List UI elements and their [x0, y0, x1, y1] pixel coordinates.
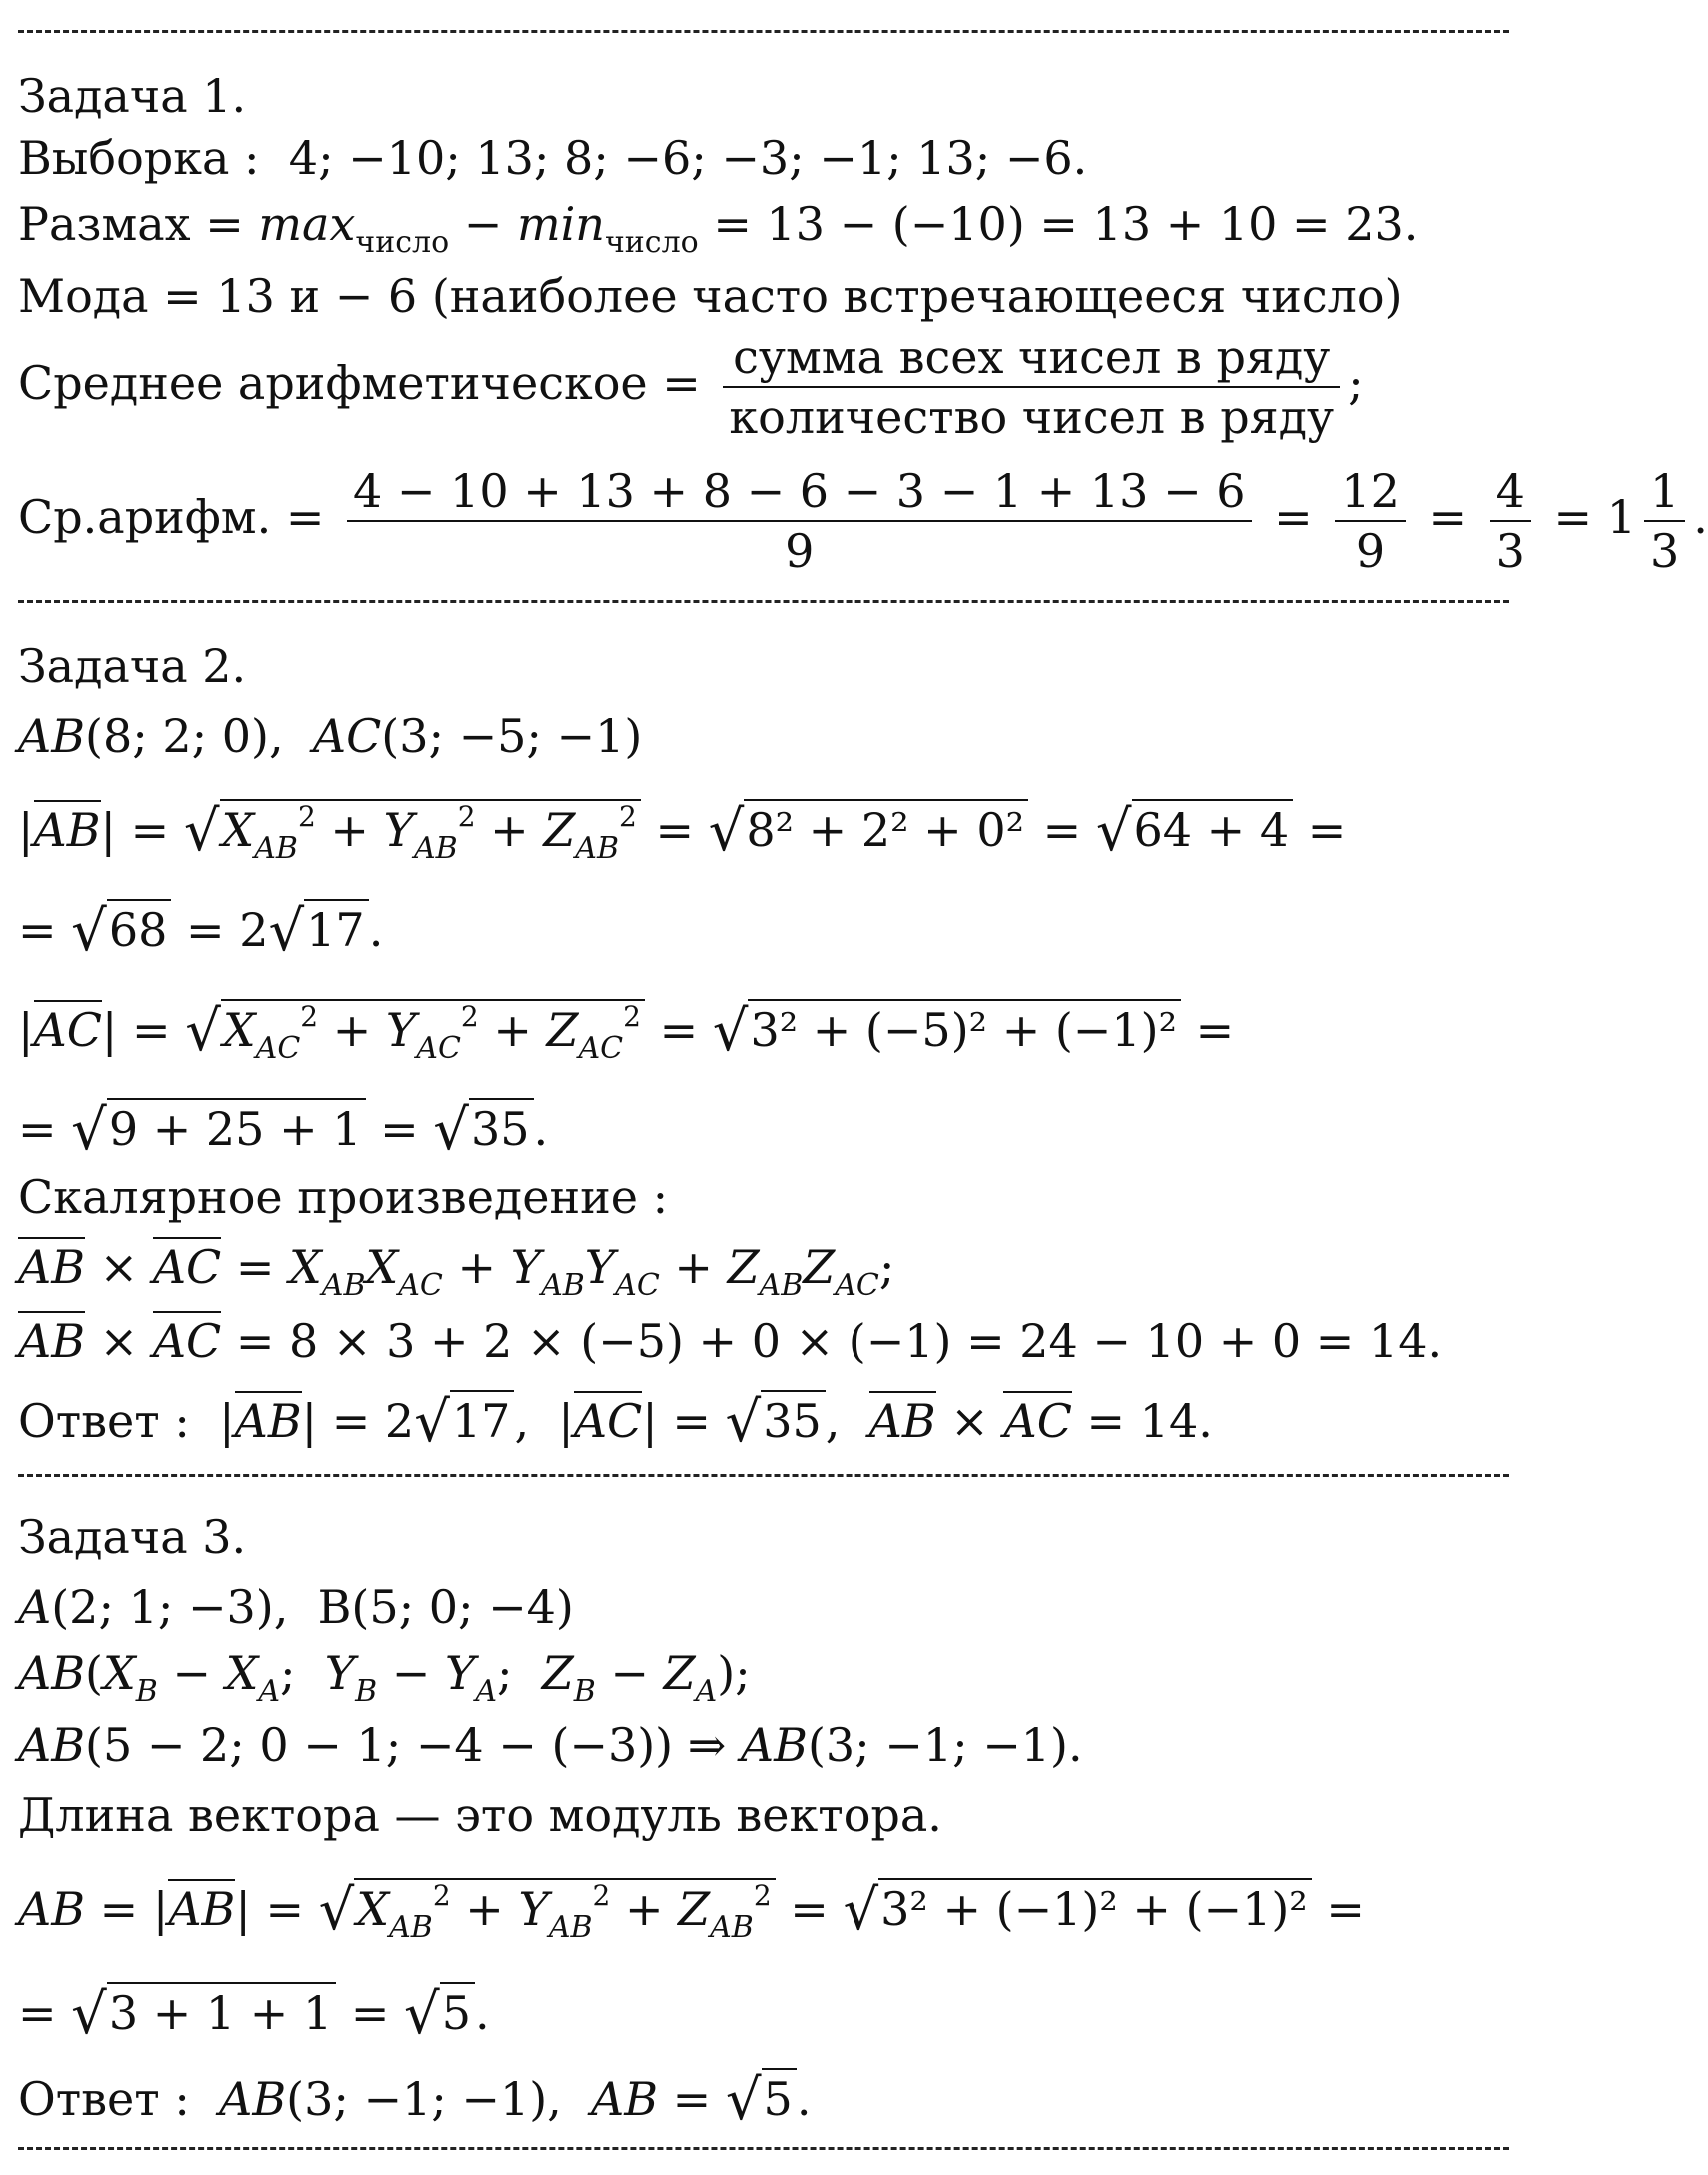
mean-calc-fraction: $\frac{4 - 10 + 13 + 8 - 6 - 3 - 1 + 13 - 6}{9}$ [347, 462, 1252, 580]
task3-length-result: = √3 + 1 + 1 = √5. [18, 1982, 490, 2047]
task2-title: Задача 2. [18, 639, 247, 693]
separator-top [18, 30, 1509, 33]
mean-fraction: $\frac{\text{сумма всех чисел в ряду}}{\text{количество чисел в ряду}}$ [723, 328, 1340, 446]
task2-ab-result: = √68 = 2√17. [18, 899, 384, 964]
task2-ab-length: $|AB| = √X_{AB}^2 + Y_{AB}^2 + Z_{AB}^2 = √8^2 + 2^2 + 0^2 = √64 + 4$ = [18, 799, 1347, 866]
task1-mean-calc: Ср.арифм. = $\frac{4 - 10 + 13 + 8 - 6 - 3 - 1 + 13 - 6}{9}$ = $\frac{12}{9}$ = $\frac{4}{3}$ = 1 $\frac{1}{3}$ . [18, 464, 1708, 578]
task1-mode: Мода = 13 и − 6 (наиболее часто встречающееся число) [18, 269, 1403, 323]
task3-length-text: Длина вектора — это модуль вектора. [18, 1788, 942, 1842]
task2-scalar-calc: AB × AC = 8 × 3 + 2 × (−5) + 0 × (−1) = 24 − 10 + 0 = 14. [18, 1313, 1442, 1369]
task1-range: Размах = $\max_{число} - \min_{число} = 13 - (-10) = 13 + 10 = 23$. [18, 197, 1419, 260]
task2-answer: Ответ : |AB| = 2√17, |AC| = √35, AB × AC = 14. [18, 1390, 1213, 1455]
task2-ac-result: = √9 + 25 + 1 = √35. [18, 1098, 549, 1163]
task1-title: Задача 1. [18, 69, 247, 123]
task3-ab-calc: AB(5 − 2; 0 − 1; −4 − (−3)) ⇒ AB(3; −1; −1). [18, 1718, 1083, 1772]
task1-mean-formula: Среднее арифметическое = $\frac{\text{сумма всех чисел в ряду}}{\text{количество чисел в ряду}}$ ; [18, 330, 1364, 444]
task1-sample: Выборка : 4; −10; 13; 8; −6; −3; −1; 13; −6. [18, 131, 1088, 185]
task3-title: Задача 3. [18, 1510, 247, 1564]
task3-points: A(2; 1; −3), B(5; 0; −4) [18, 1580, 574, 1634]
task2-scalar-label: Скалярное произведение : [18, 1170, 669, 1224]
task2-vectors: AB(8; 2; 0), AC(3; −5; −1) [18, 709, 643, 763]
separator-1 [18, 600, 1509, 603]
separator-2 [18, 1474, 1509, 1477]
separator-bottom [18, 2147, 1509, 2150]
task2-scalar-formula: AB × AC = $X_{AB}X_{AC} + Y_{AB}Y_{AC} + Z_{AB}Z_{AC}$; [18, 1239, 894, 1302]
task3-ab-formula: $AB(X_B - X_A$; $Y_B - Y_A$; $Z_B - Z_A$); [18, 1646, 751, 1709]
task3-length-calc: AB = $|AB| = √X_{AB}^2 + Y_{AB}^2 + Z_{AB}^2 = √3^2 + (-1)^2 + (-1)^2$ = [18, 1878, 1365, 1945]
task3-answer: Ответ : AB(3; −1; −1), AB = √5. [18, 2068, 812, 2133]
task2-ac-length: $|AC| = √X_{AC}^2 + Y_{AC}^2 + Z_{AC}^2 = √3^2 + (-5)^2 + (-1)^2$ = [18, 999, 1235, 1066]
